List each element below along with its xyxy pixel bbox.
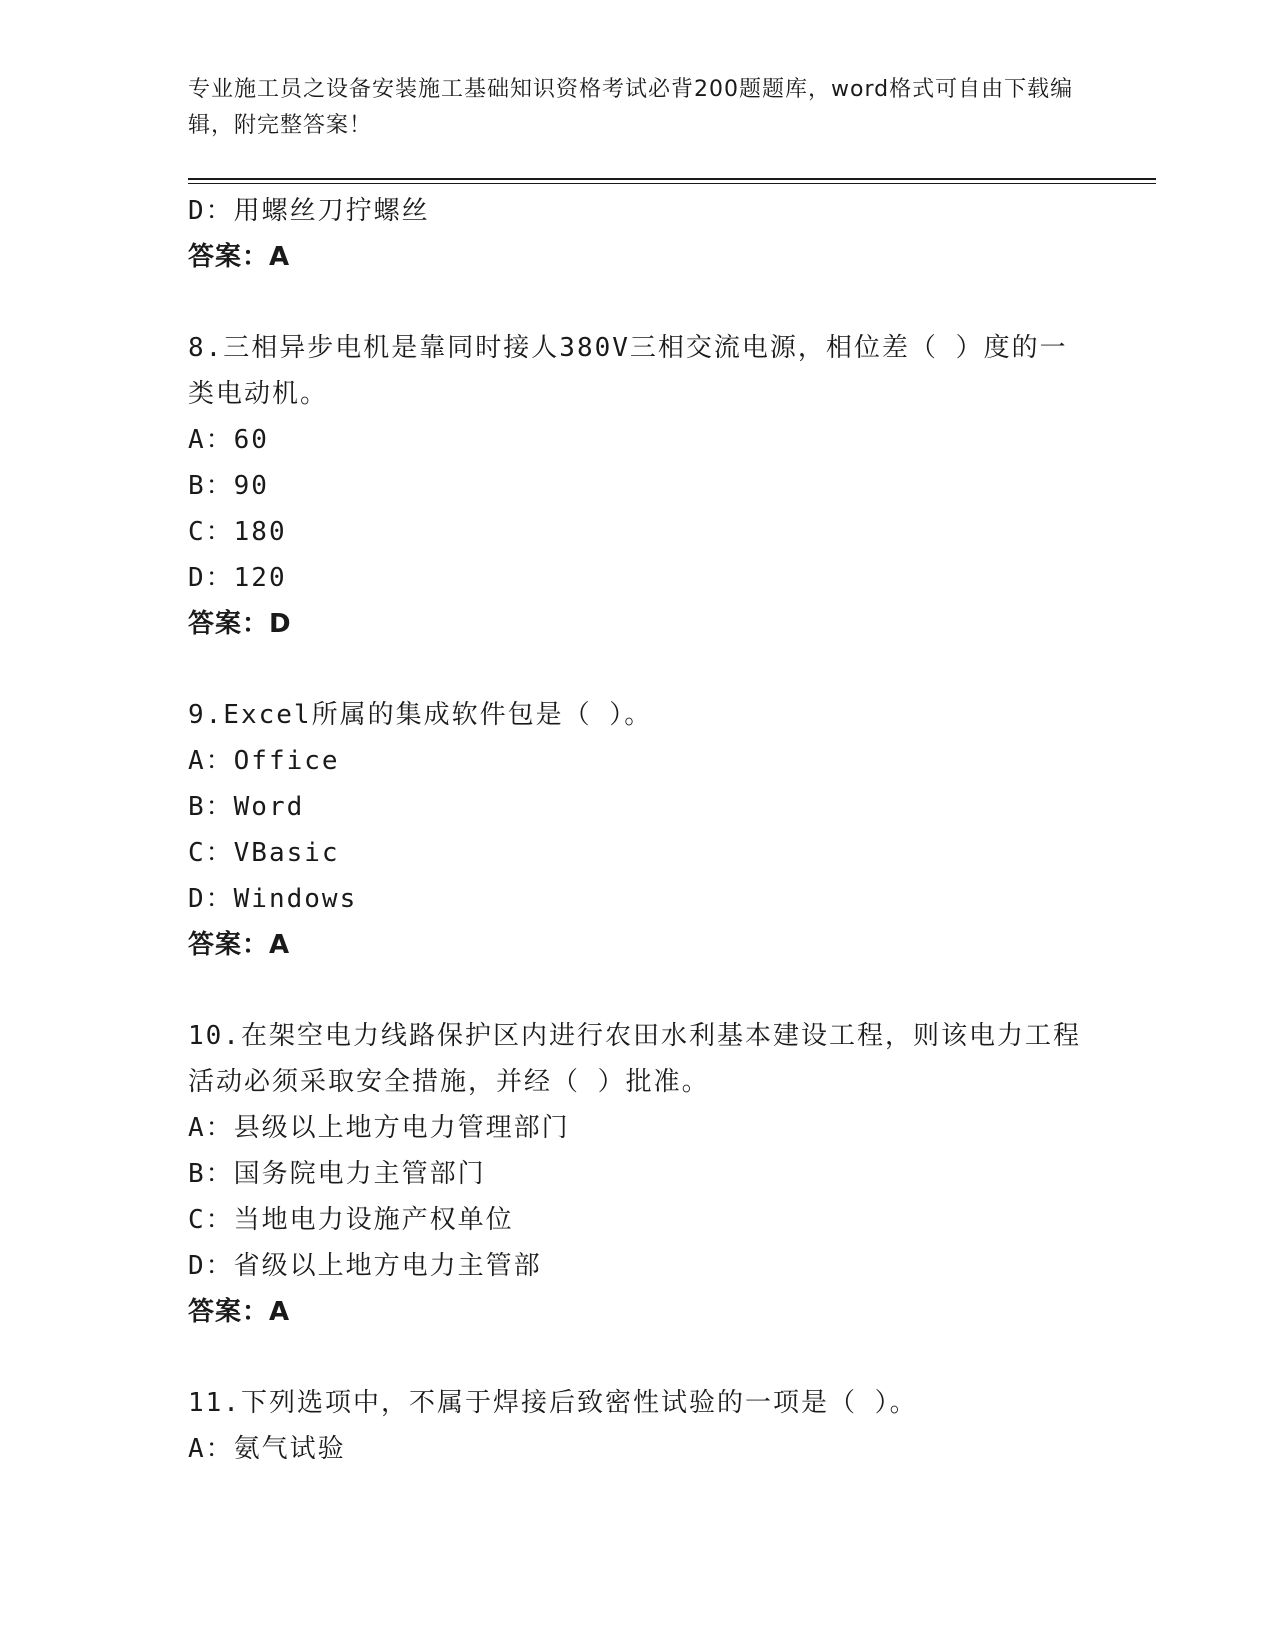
question-stem: 11.下列选项中，不属于焊接后致密性试验的一项是（ ）。 bbox=[188, 1388, 918, 1418]
answer-line: 答案：A bbox=[188, 930, 291, 960]
option-d: D：用螺丝刀拧螺丝 bbox=[188, 196, 430, 226]
question-stem: 8.三相异步电机是靠同时接人380V三相交流电源，相位差（ ）度的一类电动机。 bbox=[188, 333, 1068, 409]
header-divider-thick bbox=[188, 178, 1156, 180]
option-d: D：Windows bbox=[188, 884, 358, 914]
question-9 bbox=[188, 692, 1088, 968]
question-content bbox=[188, 188, 1088, 1472]
answer-line: 答案：D bbox=[188, 609, 292, 639]
option-a: A：县级以上地方电力管理部门 bbox=[188, 1113, 570, 1143]
document-header: 专业施工员之设备安装施工基础知识资格考试必背200题题库，word格式可自由下载编辑，附完整答案！ bbox=[188, 77, 1074, 138]
previous-question-tail bbox=[188, 188, 1088, 280]
option-a: A：氨气试验 bbox=[188, 1434, 346, 1464]
option-c: C：VBasic bbox=[188, 838, 340, 868]
option-d: D：120 bbox=[188, 563, 287, 593]
question-8 bbox=[188, 325, 1088, 647]
option-b: B：国务院电力主管部门 bbox=[188, 1159, 486, 1189]
option-a: A：Office bbox=[188, 746, 340, 776]
option-c: C：180 bbox=[188, 517, 287, 547]
header-divider-thin bbox=[188, 183, 1156, 184]
option-b: B：90 bbox=[188, 471, 269, 501]
option-a: A：60 bbox=[188, 425, 269, 455]
question-10 bbox=[188, 1013, 1088, 1335]
answer-line: 答案：A bbox=[188, 1297, 291, 1327]
option-d: D：省级以上地方电力主管部 bbox=[188, 1251, 542, 1281]
option-b: B：Word bbox=[188, 792, 305, 822]
answer-line: 答案：A bbox=[188, 242, 291, 272]
question-stem: 10.在架空电力线路保护区内进行农田水利基本建设工程，则该电力工程活动必须采取安全措施，并经（ ）批准。 bbox=[188, 1021, 1081, 1097]
question-11 bbox=[188, 1380, 1088, 1472]
question-stem: 9.Excel所属的集成软件包是（ ）。 bbox=[188, 700, 653, 730]
option-c: C：当地电力设施产权单位 bbox=[188, 1205, 514, 1235]
